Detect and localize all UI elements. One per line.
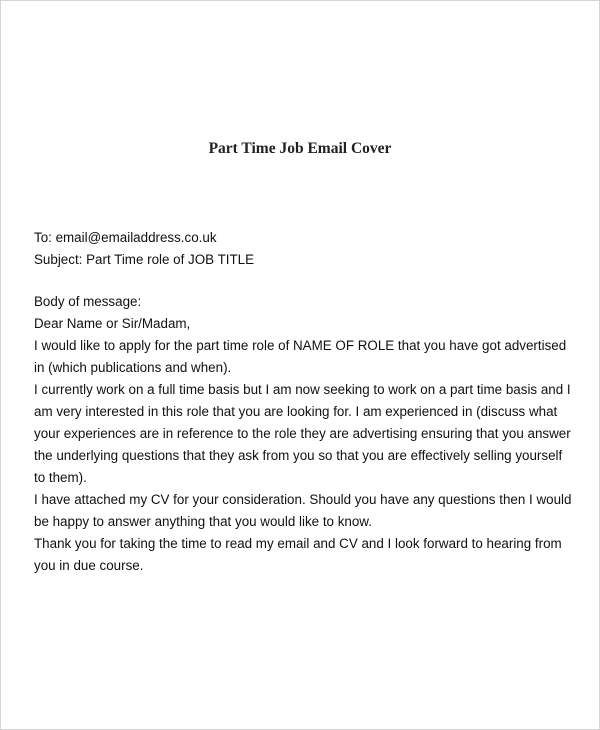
body-line: the underlying questions that they ask from you so that you are effectively selling yourself	[34, 448, 563, 463]
body-line: I currently work on a full time basis but I am now seeking to work on a part time basis and I	[34, 382, 571, 397]
body-line: I have attached my CV for your consideration. Should you have any questions then I would	[34, 492, 572, 507]
body-line: Dear Name or Sir/Madam,	[34, 316, 191, 331]
body-line: Thank you for taking the time to read my email and CV and I look forward to hearing from	[34, 536, 562, 551]
body-line: I would like to apply for the part time role of NAME OF ROLE that you have got advertised	[34, 338, 567, 353]
body-line: Body of message:	[34, 294, 142, 309]
body-line: am very interested in this role that you are looking for. I am experienced in (discuss what	[34, 404, 558, 419]
document-title: Part Time Job Email Cover	[208, 140, 392, 157]
email-header	[34, 227, 574, 271]
body-line: be happy to answer anything that you would like to know.	[34, 514, 372, 529]
email-body	[34, 291, 574, 577]
body-line: in (which publications and when).	[34, 360, 232, 375]
body-line: your experiences are in reference to the role they are advertising ensuring that you answer	[34, 426, 571, 441]
body-line: you in due course.	[34, 558, 144, 573]
body-line: to them).	[34, 470, 87, 485]
subject-line: Subject: Part Time role of JOB TITLE	[34, 252, 255, 267]
to-line: To: email@emailaddress.co.uk	[34, 230, 217, 245]
